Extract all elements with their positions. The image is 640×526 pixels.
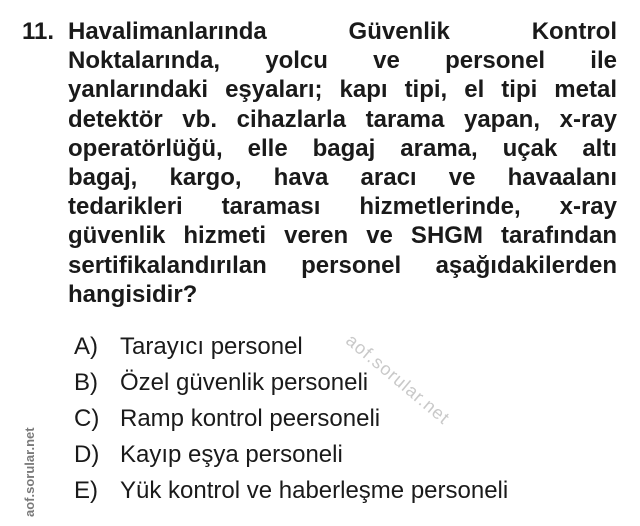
question-line: sertifikalandırılan personel aşağıdakilerden [68,251,617,279]
option-letter: A) [74,333,98,360]
option-e[interactable] [74,473,508,509]
question-line: Noktalarında, yolcu ve personel ile [68,47,617,75]
option-text: Yük kontrol ve haberleşme personeli [120,477,509,504]
option-letter: C) [74,405,100,432]
question-line: detektör vb. cihazlarla tarama yapan, x-ray [68,105,617,133]
option-letter: B) [74,369,98,396]
option-d[interactable] [74,437,508,473]
option-text: Özel güvenlik personeli [120,369,369,396]
question-line: tedarikleri taraması hizmetlerinde, x-ray [68,193,617,221]
side-watermark: aof.sorular.net [22,427,37,517]
option-letter: D) [74,441,100,468]
question-stem [68,17,617,309]
option-text: Kayıp eşya personeli [120,441,343,468]
option-text: Ramp kontrol peersoneli [120,405,381,432]
option-letter: E) [74,477,98,504]
question-number: 11. [22,18,55,45]
option-text: Tarayıcı personel [120,333,303,360]
question-line: operatörlüğü, elle bagaj arama, uçak altı [68,134,617,162]
watermark: aof.sorular.net [342,330,454,429]
question-line: bagaj, kargo, hava aracı ve havaalanı [68,164,617,192]
option-a[interactable] [74,329,508,365]
question-line: güvenlik hizmeti veren ve SHGM tarafından [68,222,617,250]
option-b[interactable] [74,365,508,401]
question-line: hangisidir? [68,280,198,308]
question-line: yanlarındaki eşyaları; kapı tipi, el tipi metal [68,76,617,104]
question-line: Havalimanlarında Güvenlik Kontrol [68,18,617,45]
